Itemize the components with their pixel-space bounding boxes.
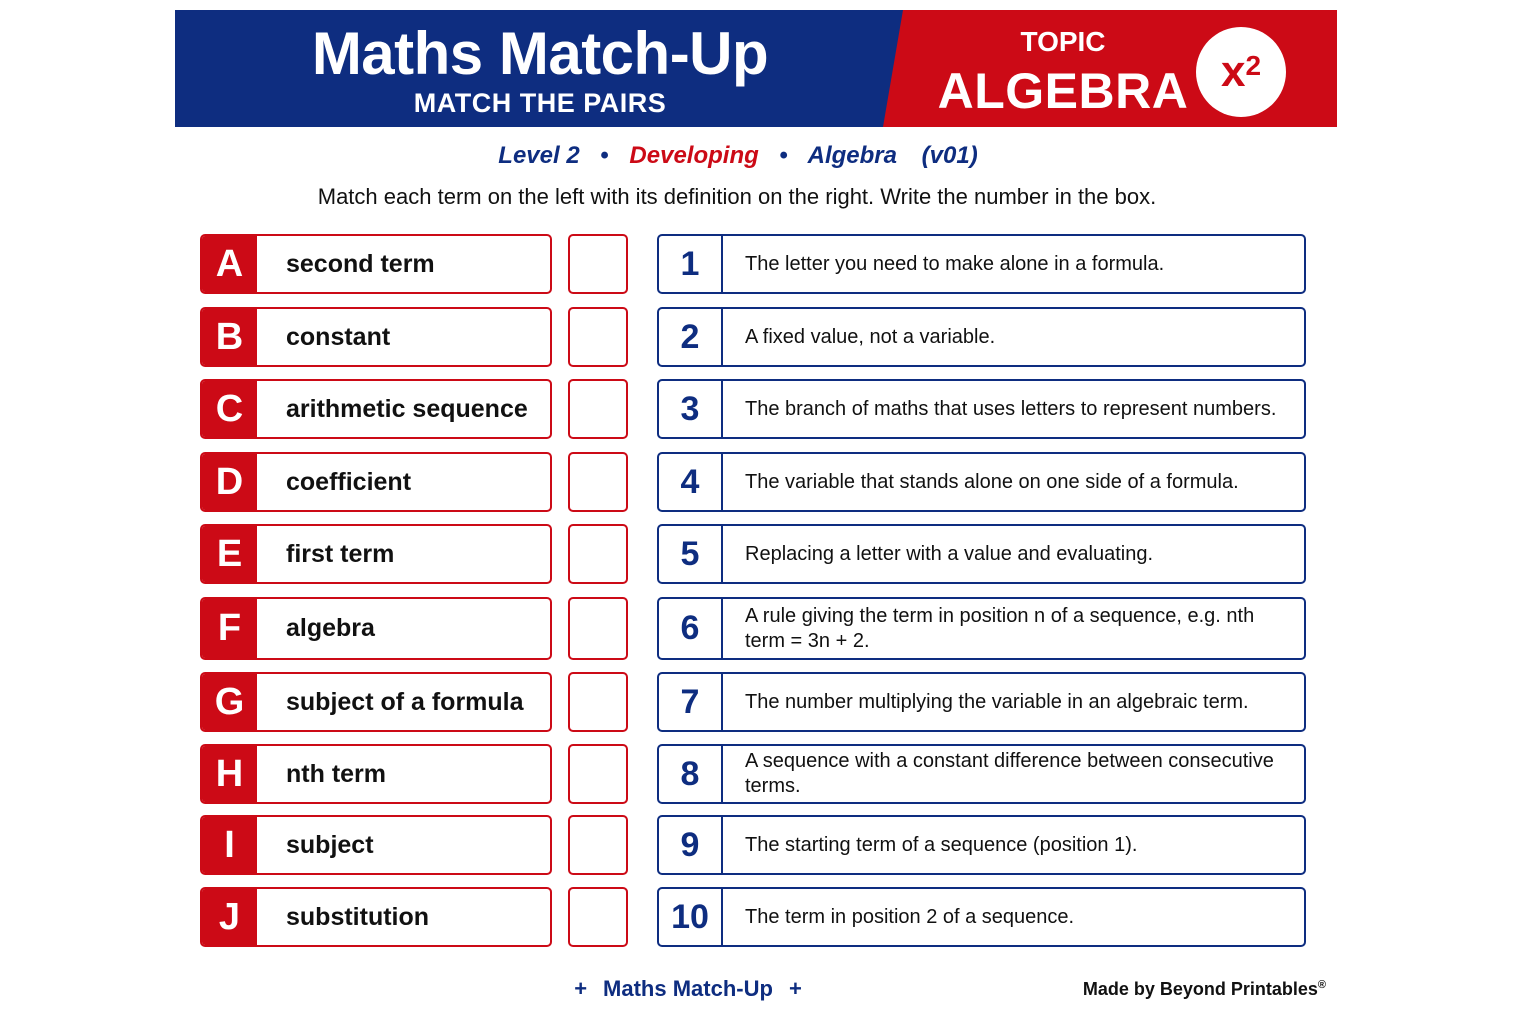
term-row [200, 524, 552, 584]
definition-row [657, 815, 1306, 875]
definition-number: 6 [659, 599, 723, 658]
definition-text: Replacing a letter with a value and evaluating. [745, 542, 1154, 565]
term-text: nth term [286, 759, 386, 788]
term-row [200, 887, 552, 947]
term-row [200, 672, 552, 732]
answer-box[interactable] [568, 234, 628, 294]
term-text: subject of a formula [286, 687, 524, 716]
answer-box[interactable] [568, 744, 628, 804]
definition-number: 5 [659, 526, 723, 582]
term-letter: D [202, 454, 257, 510]
term-row [200, 452, 552, 512]
answer-box[interactable] [568, 379, 628, 439]
definition-text: The branch of maths that uses letters to represent numbers. [745, 397, 1277, 420]
term-row [200, 744, 552, 804]
definition-number: 10 [659, 889, 723, 945]
answer-box[interactable] [568, 597, 628, 660]
definition-row [657, 672, 1306, 732]
version-text: (v01) [921, 142, 978, 169]
badge-base: x [1220, 47, 1246, 96]
definition-text: The variable that stands alone on one side of a formula. [745, 470, 1239, 493]
definition-number: 4 [659, 454, 723, 510]
term-text: first term [286, 539, 395, 568]
term-row [200, 234, 552, 294]
definition-text: A fixed value, not a variable. [745, 325, 996, 348]
definition-row [657, 452, 1306, 512]
x-squared-icon [1196, 27, 1286, 117]
term-row [200, 379, 552, 439]
term-letter: C [202, 381, 257, 437]
level-info [0, 142, 1476, 170]
term-letter: G [202, 674, 257, 730]
topic-label: TOPIC [1020, 26, 1106, 57]
topic-name: ALGEBRA [937, 63, 1189, 119]
answer-box[interactable] [568, 524, 628, 584]
answer-box[interactable] [568, 307, 628, 367]
definition-number: 7 [659, 674, 723, 730]
definition-row [657, 524, 1306, 584]
page-title: Maths Match-Up [311, 20, 769, 87]
separator-dot: • [779, 142, 788, 169]
definition-number: 2 [659, 309, 723, 365]
term-letter: J [202, 889, 257, 945]
definition-row [657, 887, 1306, 947]
term-text: algebra [286, 614, 375, 642]
definition-number: 1 [659, 236, 723, 292]
answer-box[interactable] [568, 672, 628, 732]
footer-title-text: Maths Match-Up [603, 976, 773, 1001]
plus-icon: + [574, 976, 588, 1001]
definition-row [657, 379, 1306, 439]
definition-row [657, 234, 1306, 294]
term-text: arithmetic sequence [286, 394, 528, 423]
badge-exponent: 2 [1245, 50, 1262, 81]
footer-credit-text: Made by Beyond Printables [1082, 979, 1318, 999]
separator-dot: • [600, 142, 609, 169]
topic-text: Algebra [807, 142, 897, 169]
term-letter: E [202, 526, 257, 582]
stage-text: Developing [629, 142, 759, 169]
footer-credit [1083, 979, 1326, 1000]
plus-icon: + [788, 976, 802, 1001]
definition-text: A sequence with a constant difference between consecutive terms. [745, 750, 1274, 797]
definition-row [657, 307, 1306, 367]
level-text: Level 2 [498, 142, 580, 169]
definition-text: The number multiplying the variable in an algebraic term. [745, 690, 1249, 713]
term-letter: I [202, 817, 257, 873]
definition-row [657, 744, 1306, 804]
term-row [200, 597, 552, 660]
page-subtitle: MATCH THE PAIRS [413, 88, 667, 118]
instructions: Match each term on the left with its definition on the right. Write the number in the box. [317, 184, 1157, 209]
definition-row [657, 597, 1306, 660]
definition-text: The letter you need to make alone in a formula. [745, 252, 1165, 275]
term-text: constant [286, 322, 391, 351]
term-text: substitution [286, 902, 430, 931]
term-row [200, 815, 552, 875]
definition-number: 8 [659, 746, 723, 802]
answer-box[interactable] [568, 887, 628, 947]
term-letter: A [202, 236, 257, 292]
term-text: coefficient [286, 467, 412, 496]
term-text: subject [286, 830, 374, 859]
definition-text: A rule giving the term in position n of a sequence, e.g. nth term = 3n + 2. [745, 604, 1255, 652]
answer-box[interactable] [568, 452, 628, 512]
term-letter: H [202, 746, 257, 802]
answer-box[interactable] [568, 815, 628, 875]
term-letter: F [202, 599, 257, 658]
header-banner [175, 10, 1337, 127]
term-row [200, 307, 552, 367]
definition-text: The starting term of a sequence (position 1). [745, 833, 1138, 856]
definition-number: 9 [659, 817, 723, 873]
term-text: second term [286, 249, 435, 278]
definition-text: The term in position 2 of a sequence. [745, 905, 1075, 928]
registered-mark: ® [1317, 979, 1326, 991]
term-letter: B [202, 309, 257, 365]
definition-number: 3 [659, 381, 723, 437]
